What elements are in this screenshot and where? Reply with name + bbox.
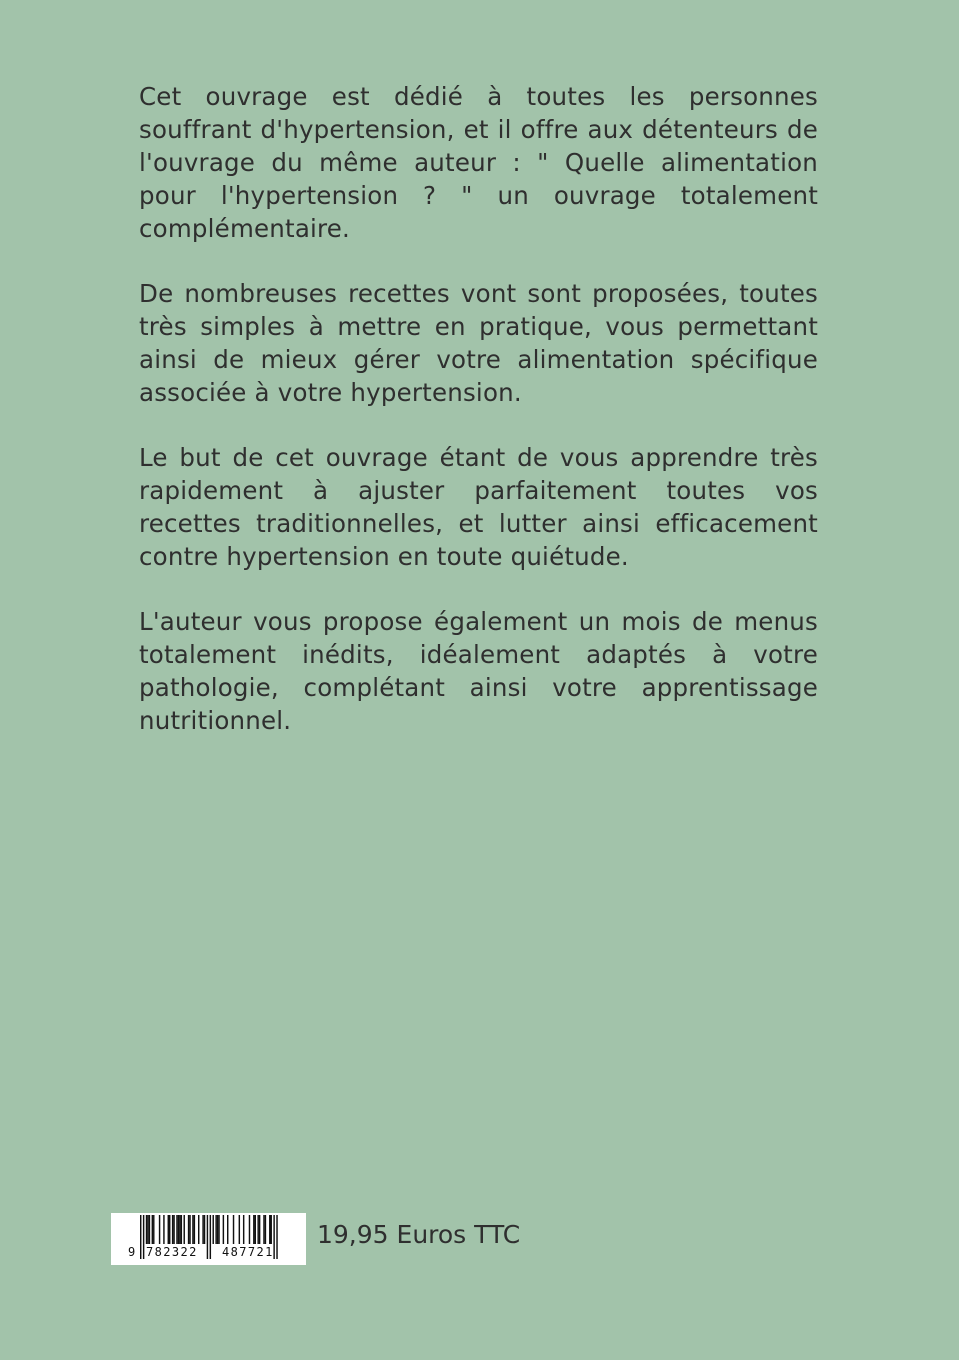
barcode-bar xyxy=(217,1215,218,1244)
paragraph-2: De nombreuses recettes vont sont proposées, toutes très simples à mettre en pratique, vous permettant ainsi de mieux gérer votre alimentation spécifique associée à votre hypertension. xyxy=(139,279,818,407)
barcode-bar xyxy=(146,1215,147,1244)
barcode-bar xyxy=(271,1215,272,1244)
barcode-bar xyxy=(178,1215,179,1244)
barcode-bar xyxy=(227,1215,228,1244)
barcode-bar xyxy=(204,1215,205,1244)
description-text xyxy=(139,80,818,769)
paragraph-3: Le but de cet ouvrage étant de vous apprendre très rapidement à ajuster parfaitement toutes vos recettes traditionnelles, et lutter ainsi efficacement contre hypertension en toute quiétude. xyxy=(139,443,818,571)
barcode-bar xyxy=(147,1215,148,1244)
barcode-bar xyxy=(181,1215,182,1244)
barcode-bar xyxy=(188,1215,189,1244)
barcode-bar xyxy=(243,1215,244,1244)
barcode-bar xyxy=(269,1215,270,1244)
barcode-right-digits: 487721 xyxy=(222,1245,274,1259)
barcode-first-digit: 9 xyxy=(128,1245,136,1259)
barcode-bar xyxy=(169,1215,170,1244)
barcode-bar xyxy=(192,1215,193,1244)
barcode-bar xyxy=(152,1215,153,1244)
barcode-bar xyxy=(255,1215,256,1244)
barcode-bar xyxy=(184,1215,185,1244)
barcode-bar xyxy=(257,1215,258,1244)
barcode-bar xyxy=(218,1215,219,1244)
barcode-bar xyxy=(215,1215,216,1244)
barcode-bar xyxy=(263,1215,264,1244)
barcode-bar xyxy=(176,1215,177,1244)
barcode-bar xyxy=(265,1215,266,1244)
paragraph-4: L'auteur vous propose également un mois de menus totalement inédits, idéalement adaptés à votre pathologie, complétant ainsi votre apprentissage nutritionnel. xyxy=(139,607,818,735)
barcode-bar xyxy=(179,1215,180,1244)
barcode-bar xyxy=(259,1215,260,1244)
barcode-bar xyxy=(168,1215,169,1244)
price-label: 19,95 Euros TTC xyxy=(317,1220,521,1249)
barcode-bar xyxy=(194,1215,195,1244)
paragraph-1: Cet ouvrage est dédié à toutes les personnes souffrant d'hypertension, et il offre aux détenteurs de l'ouvrage du même auteur : " Quelle alimentation pour l'hypertension ? " un ouvrage totalement complémentaire. xyxy=(139,82,818,243)
barcode-bar xyxy=(198,1215,199,1244)
barcode-bar xyxy=(253,1215,254,1244)
isbn-barcode xyxy=(111,1213,306,1265)
barcode-bar xyxy=(149,1215,150,1244)
barcode-bar xyxy=(173,1215,174,1244)
barcode-bar xyxy=(163,1215,164,1244)
barcode-left-digits: 782322 xyxy=(146,1245,198,1259)
barcode-bar xyxy=(202,1215,203,1244)
barcode-bar xyxy=(153,1215,154,1244)
barcode-bar xyxy=(223,1215,224,1244)
barcode-bar xyxy=(159,1215,160,1244)
barcode-bar xyxy=(189,1215,190,1244)
barcode-bar xyxy=(249,1215,250,1244)
barcode-digits xyxy=(111,1245,306,1263)
barcode-bar xyxy=(233,1215,234,1244)
barcode-bar xyxy=(213,1215,214,1244)
barcode-bar xyxy=(239,1215,240,1244)
barcode-bar xyxy=(172,1215,173,1244)
